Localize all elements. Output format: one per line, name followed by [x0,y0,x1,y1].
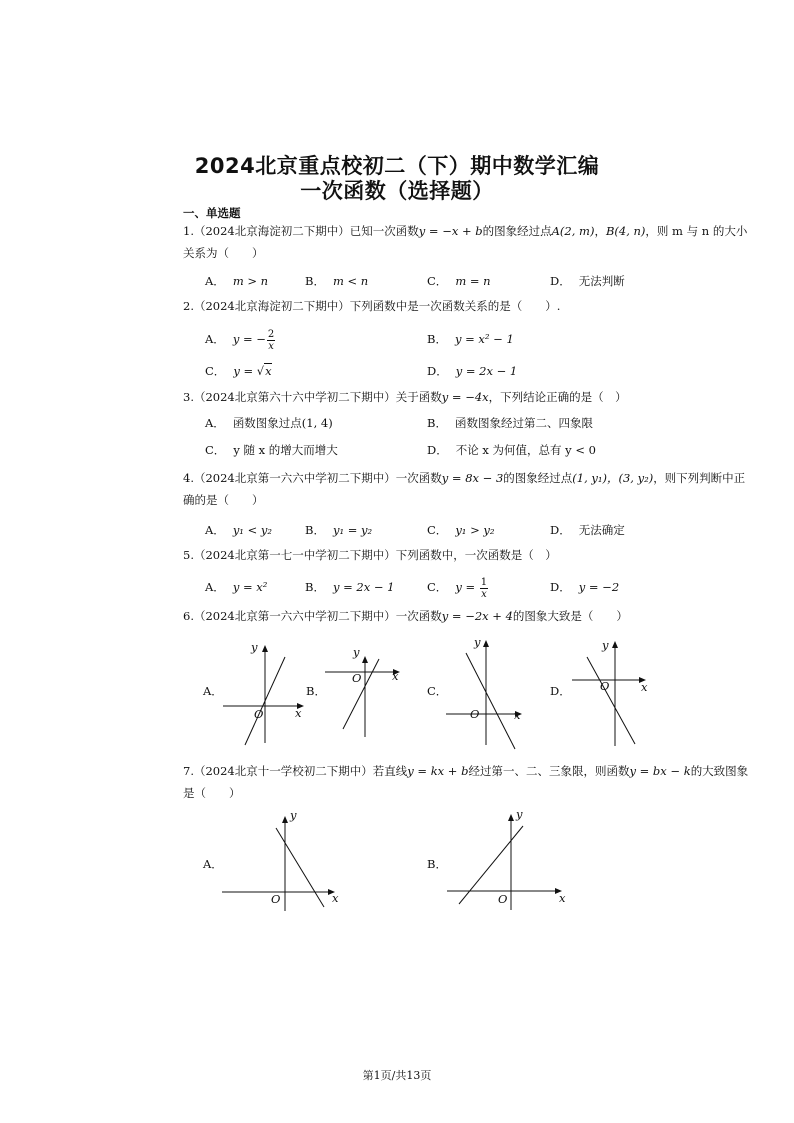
q6-graph-d-svg [567,636,652,748]
page-subtitle: 一次函数（选择题） [300,179,494,203]
question-5-stem: 5.（2024北京第一七一中学初二下期中）下列函数中，一次函数是（ ） [183,548,557,562]
q4-option-c[interactable]: C． y₁ > y₂ [427,523,495,537]
q6-option-c-label[interactable]: C． [427,684,448,698]
q2-option-b[interactable]: B． y = x² − 1 [427,332,514,346]
y-axis-label: y [516,807,523,821]
q3-option-c[interactable]: C． y 随 x 的增大而增大 [205,443,338,457]
fraction: $\frac{1}{x}$ [480,576,488,600]
q3-option-b[interactable]: B． 函数图象经过第二、四象限 [427,416,593,430]
y-axis-label: y [602,638,609,652]
q5-option-d[interactable]: D． y = −2 [550,580,620,594]
function-line [276,828,324,907]
q5-option-b[interactable]: B． y = 2x − 1 [305,580,395,594]
x-axis-label: x [392,669,399,683]
q3-option-d[interactable]: D． 不论 x 为何值，总有 y < 0 [427,443,596,457]
y-axis-label: y [290,808,297,822]
q7-graph-a-svg [220,808,345,914]
page-footer: 第1页/共13页 [362,1069,432,1082]
fraction: $\frac{2}{x}$ [267,328,275,352]
question-2-stem: 2.（2024北京海淀初二下期中）下列函数中是一次函数关系的是（ ）. [183,299,561,313]
y-axis-label: y [353,645,360,659]
x-axis-label: x [559,891,566,905]
origin-label: O [498,892,508,906]
q6-option-b-label[interactable]: B． [306,684,326,698]
q7-graph-a[interactable] [220,808,345,914]
y-axis-arrow [612,641,618,648]
q6-graph-b-svg [322,643,404,739]
q6-graph-b[interactable] [322,643,404,739]
question-6-stem: 6.（2024北京第一六六中学初二下期中）一次函数y = −2x + 4的图象大致是（ ） [183,609,628,623]
q6-graph-a-svg [218,640,308,748]
question-7-stem: 7.（2024北京十一学校初二下期中）若直线y = kx + b经过第一、二、三象限，则函数y = bx − k的大致图象 是（ ） [183,764,749,800]
q5-option-c[interactable]: C． y = $\frac{1}{x}$ [427,576,488,600]
q1-option-d[interactable]: D． 无法判断 [550,274,625,288]
question-1-stem: 1.（2024北京海淀初二下期中）已知一次函数y = −x + b的图象经过点A(2, m)，B(4, n)，则 m 与 n 的大小 关系为（ ） [183,224,748,260]
q2-option-a[interactable]: A． y = − $\frac{2}{x}$ [205,328,275,352]
origin-label: O [470,707,480,721]
y-axis-label: y [251,640,258,654]
origin-label: O [271,892,281,906]
origin-label: O [600,679,610,693]
origin-label: O [352,671,362,685]
q6-graph-c-svg [443,635,528,751]
x-axis-label: x [641,680,648,694]
function-line [587,657,635,744]
q7-option-b-label[interactable]: B． [427,857,447,871]
q6-option-d-label[interactable]: D． [550,684,571,698]
y-axis-arrow [282,816,288,823]
function-line [466,653,515,749]
q1-option-b[interactable]: B． m < n [305,274,369,288]
y-axis-arrow [362,656,368,663]
y-axis-arrow [262,645,268,652]
page-title: 2024北京重点校初二（下）期中数学汇编 [194,154,600,178]
q6-graph-a[interactable] [218,640,308,748]
q1-option-c[interactable]: C． m = n [427,274,491,288]
q6-graph-c[interactable] [443,635,528,751]
q1-option-a[interactable]: A． m > n [205,274,269,288]
q3-option-a[interactable]: A． 函数图象过点(1, 4) [205,416,333,430]
function-line [459,826,523,904]
x-axis-label: x [332,891,339,905]
q4-option-d[interactable]: D． 无法确定 [550,523,625,537]
q7-graph-b[interactable] [445,806,573,914]
x-axis-label: x [514,708,521,722]
section-heading: 一、单选题 [183,206,241,220]
q6-graph-d[interactable] [567,636,652,748]
origin-label: O [254,707,264,721]
question-4-stem: 4.（2024北京第一六六中学初二下期中）一次函数y = 8x − 3的图象经过点(1, y₁)，(3, y₂)，则下列判断中正 确的是（ ） [183,471,746,507]
q6-option-a-label[interactable]: A． [203,684,223,698]
q2-option-c[interactable]: C． y = √x [205,360,272,382]
question-3-stem: 3.（2024北京第六十六中学初二下期中）关于函数y = −4x，下列结论正确的是（ ） [183,390,627,404]
q7-option-a-label[interactable]: A． [203,857,223,871]
q7-graph-b-svg [445,806,573,914]
function-line [343,659,379,729]
x-axis-label: x [295,706,302,720]
q4-option-a[interactable]: A． y₁ < y₂ [205,523,272,537]
y-axis-label: y [474,635,481,649]
y-axis-arrow [508,814,514,821]
q5-option-a[interactable]: A． y = x² [205,580,268,594]
y-axis-arrow [483,640,489,647]
q2-option-d[interactable]: D． y = 2x − 1 [427,364,518,378]
q4-option-b[interactable]: B． y₁ = y₂ [305,523,373,537]
square-root: √x [256,364,272,378]
